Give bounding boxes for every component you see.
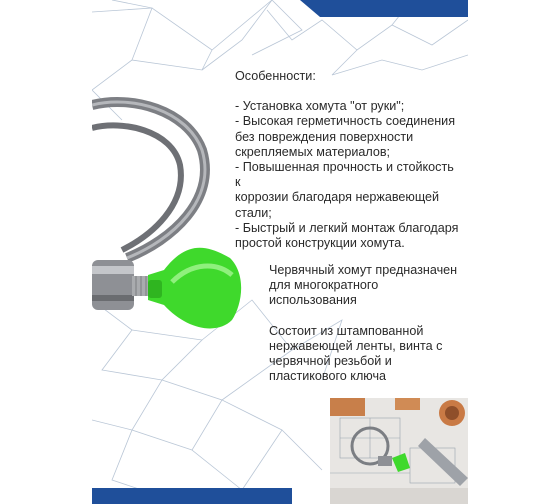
blueprint-photo [330,398,468,504]
features-block [235,69,460,251]
bottom-accent-band [92,488,292,504]
feature-item: - Быстрый и легкий монтаж благодаря простой конструкции хомута. [235,220,459,251]
features-title: Особенности: [235,69,316,83]
feature-item: - Повышенная прочность и стойкость к коррозии благодаря нержавеющей стали; [235,160,454,220]
feature-item: - Высокая герметичность соединения без повреждения поверхности скрепляемых материалов; [235,114,456,159]
blueprint-photo-image [330,398,468,504]
description-paragraph-purpose: Червячный хомут предназначен для многократного использования [269,263,458,308]
feature-item: - Установка хомута "от руки"; [235,99,405,114]
product-card [92,0,468,504]
description-paragraph-composition: Состоит из штампованной нержавеющей ленты, винта с червячной резьбой и пластикового ключа [269,323,443,384]
description-block [269,263,459,384]
